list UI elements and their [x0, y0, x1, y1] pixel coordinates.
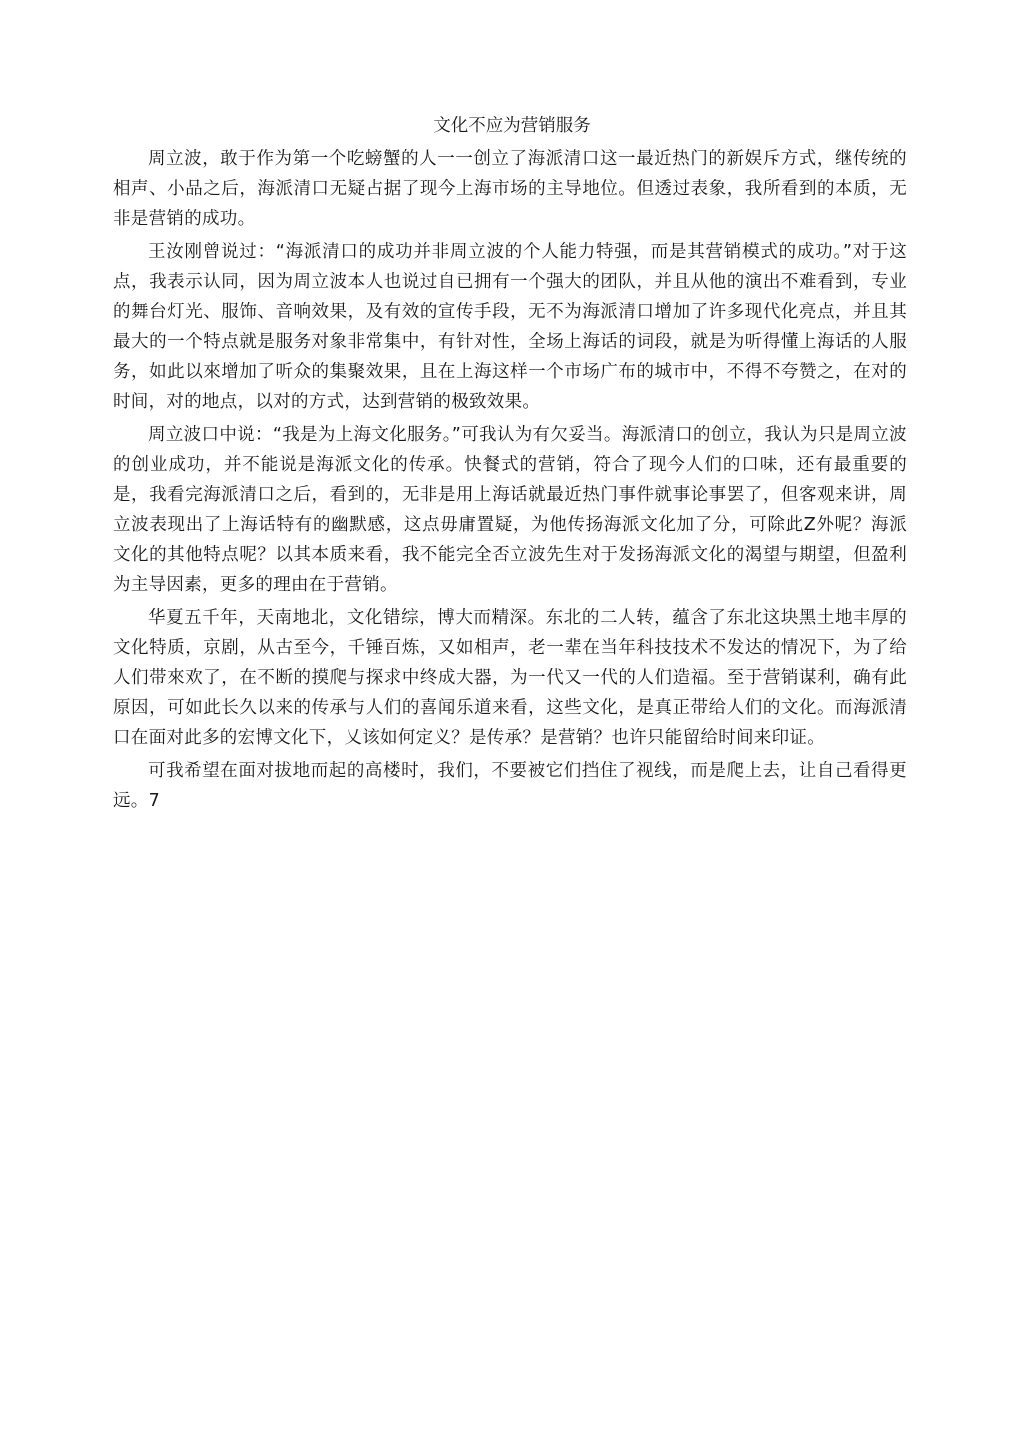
document-title: 文化不应为营销服务 [433, 116, 591, 136]
paragraph-4: 华夏五千年，天南地北，文化错综，博大而精深。东北的二人转，蕴含了东北这块黑土地丰厚的文化特质，京剧，从古至今，千锤百炼，又如相声，老一辈在当年科技技术不发达的情况下，为了给人们带來欢了，在不断的摸爬与探求中终成大器，为一代又一代的人们造福。至于营销谋利，确有此原因，可如此长久以来的传承与人们的喜闻乐道来看，这些文化，是真正带给人们的文化。而海派清口在面对此多的宏博文化下，乂该如何定义？是传承？是营销？也许只能留给时间来印证。 [113, 608, 907, 748]
paragraph-3: 周立波口中说：“我是为上海文化服务。”可我认为有欠妥当。海派清口的创立，我认为只是周立波的创业成功，并不能说是海派文化的传承。快餐式的营销，符合了现今人们的口味，还有最重要的是，我看完海派清口之后，看到的，无非是用上海话就最近热门事件就事论事罢了，但客观来讲，周立波表现出了上海话特有的幽默感，这点毋庸置疑，为他传扬海派文化加了分，可除此Z外呢？海派文化的其他特点呢？以其本质来看，我不能完全否立波先生对于发扬海派文化的渴望与期望，但盈利为主导因素，更多的理由在于营销。 [113, 425, 907, 595]
paragraph-2: 王汝刚曾说过：“海派清口的成功并非周立波的个人能力特强，而是其营销模式的成功。”对于这点，我表示认同，因为周立波本人也说过自已拥有一个强大的团队，并且从他的演出不难看到，专业的舞台灯光、服饰、音响效果，及有效的宣传手段，无不为海派清口增加了许多现代化亮点，并且其最大的一个特点就是服务对象非常集中，有针对性，全场上海话的词段，就是为听得懂上海话的人服务，如此以來增加了听众的集聚效果，且在上海这样一个市场广布的城市中，不得不夸赞之，在对的时间，对的地点，以对的方式，达到营销的极致效果。 [113, 242, 907, 412]
document-body [113, 144, 907, 819]
paragraph-1: 周立波，敢于作为第一个吃螃蟹的人一一创立了海派清口这一最近热门的新娱斥方式，继传统的相声、小品之后，海派清口无疑占据了现今上海市场的主导地位。但透过表象，我所看到的本质，无非是营销的成功。 [113, 149, 907, 229]
paragraph-5: 可我希望在面对拔地而起的高楼时，我们，不要被它们挡住了视线，而是爬上去，让自己看得更远。7 [113, 761, 907, 811]
